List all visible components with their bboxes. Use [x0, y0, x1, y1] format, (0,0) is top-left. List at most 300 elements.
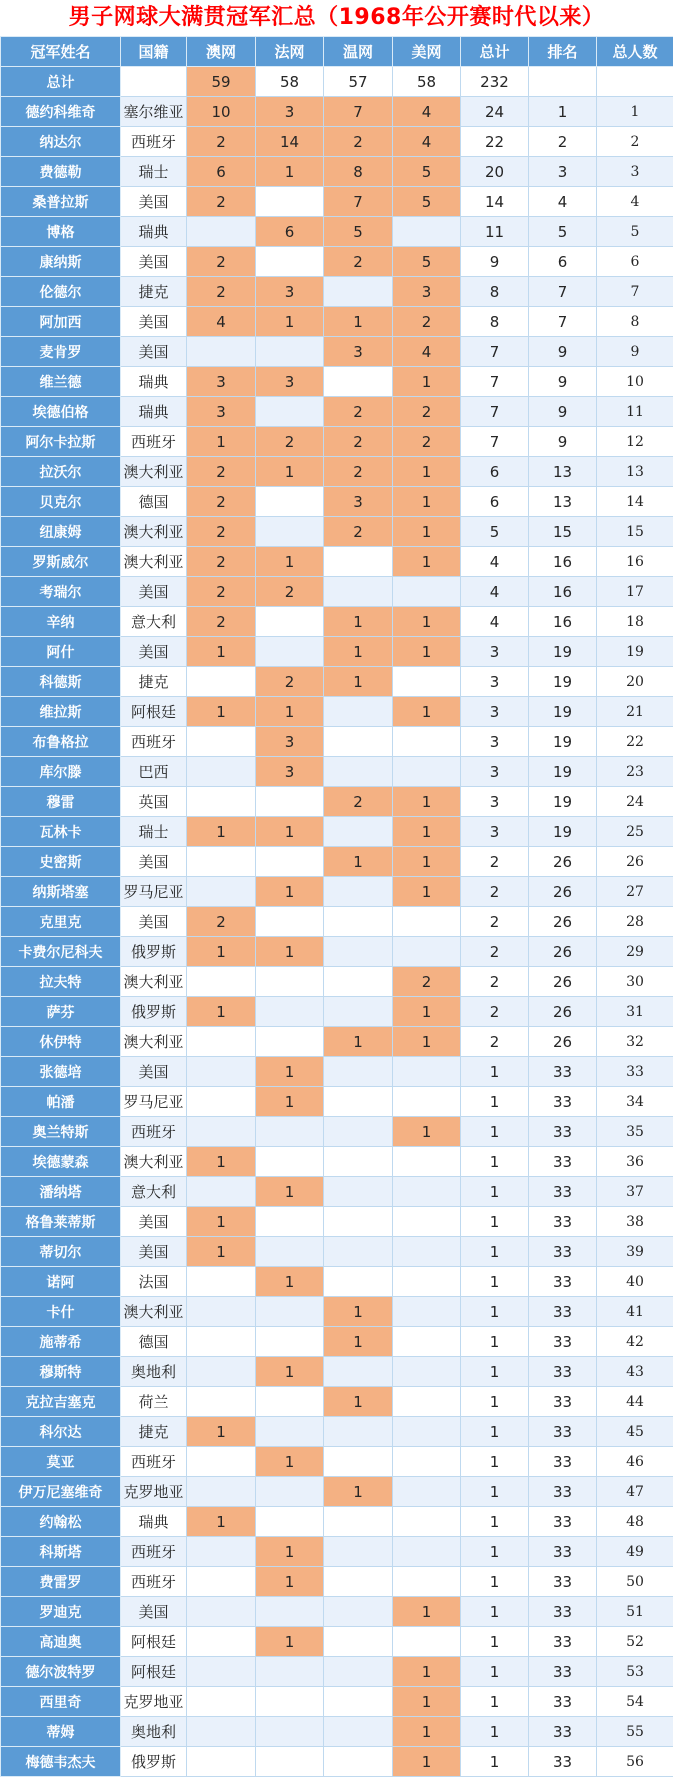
australian-open-cell: 6 — [187, 157, 256, 187]
player-count-cell: 6 — [597, 247, 673, 277]
nationality-cell: 澳大利亚 — [121, 517, 187, 547]
wimbledon-cell — [324, 997, 393, 1027]
nationality-cell: 美国 — [121, 337, 187, 367]
rank-cell: 19 — [529, 697, 597, 727]
wimbledon-cell — [324, 967, 393, 997]
australian-open-cell: 2 — [187, 517, 256, 547]
champion-name-cell: 科德斯 — [1, 667, 121, 697]
nationality-cell — [121, 67, 187, 97]
us-open-cell — [393, 1057, 461, 1087]
french-open-cell — [256, 187, 324, 217]
wimbledon-cell — [324, 1267, 393, 1297]
total-cell: 1 — [461, 1087, 529, 1117]
rank-cell: 19 — [529, 637, 597, 667]
champion-name-cell: 西里奇 — [1, 1687, 121, 1717]
champion-name-cell: 博格 — [1, 217, 121, 247]
nationality-cell: 塞尔维亚 — [121, 97, 187, 127]
table-row — [1, 1027, 673, 1057]
total-cell: 1 — [461, 1327, 529, 1357]
australian-open-cell — [187, 1447, 256, 1477]
rank-cell: 26 — [529, 1027, 597, 1057]
australian-open-cell: 1 — [187, 1147, 256, 1177]
champion-name-cell: 科尔达 — [1, 1417, 121, 1447]
champion-name-cell: 费雷罗 — [1, 1567, 121, 1597]
champion-name-cell: 张德培 — [1, 1057, 121, 1087]
total-cell: 1 — [461, 1687, 529, 1717]
nationality-cell: 阿根廷 — [121, 1657, 187, 1687]
us-open-cell: 1 — [393, 1687, 461, 1717]
rank-cell: 9 — [529, 427, 597, 457]
us-open-cell — [393, 667, 461, 697]
nationality-cell: 美国 — [121, 907, 187, 937]
player-count-cell: 5 — [597, 217, 673, 247]
table-row — [1, 127, 673, 157]
us-open-cell: 3 — [393, 277, 461, 307]
champion-name-cell: 高迪奥 — [1, 1627, 121, 1657]
header-cell-7: 排名 — [529, 37, 597, 67]
us-open-cell — [393, 1327, 461, 1357]
us-open-cell — [393, 1267, 461, 1297]
table-row — [1, 727, 673, 757]
rank-cell: 26 — [529, 877, 597, 907]
champion-name-cell: 罗斯威尔 — [1, 547, 121, 577]
australian-open-cell — [187, 1057, 256, 1087]
champion-name-cell: 考瑞尔 — [1, 577, 121, 607]
rank-cell: 26 — [529, 907, 597, 937]
french-open-cell: 1 — [256, 817, 324, 847]
us-open-cell: 1 — [393, 1117, 461, 1147]
total-cell: 2 — [461, 967, 529, 997]
us-open-cell: 1 — [393, 997, 461, 1027]
nationality-cell: 克罗地亚 — [121, 1477, 187, 1507]
us-open-cell — [393, 1177, 461, 1207]
header-cell-4: 温网 — [324, 37, 393, 67]
total-cell: 1 — [461, 1657, 529, 1687]
wimbledon-cell — [324, 727, 393, 757]
nationality-cell: 西班牙 — [121, 127, 187, 157]
australian-open-cell — [187, 1117, 256, 1147]
champion-name-cell: 德约科维奇 — [1, 97, 121, 127]
australian-open-cell: 2 — [187, 907, 256, 937]
header-cell-1: 国籍 — [121, 37, 187, 67]
champion-name-cell: 穆雷 — [1, 787, 121, 817]
player-count-cell: 30 — [597, 967, 673, 997]
us-open-cell: 1 — [393, 1657, 461, 1687]
table-row — [1, 277, 673, 307]
table-row — [1, 1327, 673, 1357]
champion-name-cell: 布鲁格拉 — [1, 727, 121, 757]
player-count-cell: 54 — [597, 1687, 673, 1717]
total-cell: 24 — [461, 97, 529, 127]
champion-name-cell: 麦肯罗 — [1, 337, 121, 367]
nationality-cell: 罗马尼亚 — [121, 1087, 187, 1117]
us-open-cell — [393, 727, 461, 757]
nationality-cell: 美国 — [121, 247, 187, 277]
table-row — [1, 1117, 673, 1147]
wimbledon-cell: 57 — [324, 67, 393, 97]
rank-cell: 19 — [529, 667, 597, 697]
wimbledon-cell — [324, 1657, 393, 1687]
total-cell: 2 — [461, 847, 529, 877]
total-cell: 1 — [461, 1117, 529, 1147]
us-open-cell — [393, 1507, 461, 1537]
table-row — [1, 1357, 673, 1387]
wimbledon-cell — [324, 1237, 393, 1267]
rank-cell: 33 — [529, 1057, 597, 1087]
french-open-cell — [256, 1237, 324, 1267]
wimbledon-cell — [324, 1177, 393, 1207]
rank-cell: 6 — [529, 247, 597, 277]
player-count-cell: 36 — [597, 1147, 673, 1177]
player-count-cell: 24 — [597, 787, 673, 817]
nationality-cell: 俄罗斯 — [121, 1747, 187, 1777]
french-open-cell — [256, 1717, 324, 1747]
table-row — [1, 757, 673, 787]
australian-open-cell: 1 — [187, 997, 256, 1027]
champion-name-cell: 拉夫特 — [1, 967, 121, 997]
champion-name-cell: 施蒂希 — [1, 1327, 121, 1357]
us-open-cell: 4 — [393, 337, 461, 367]
wimbledon-cell: 1 — [324, 667, 393, 697]
australian-open-cell — [187, 1387, 256, 1417]
rank-cell: 3 — [529, 157, 597, 187]
total-cell: 22 — [461, 127, 529, 157]
player-count-cell: 46 — [597, 1447, 673, 1477]
nationality-cell: 澳大利亚 — [121, 967, 187, 997]
champion-name-cell: 纽康姆 — [1, 517, 121, 547]
australian-open-cell: 59 — [187, 67, 256, 97]
champion-name-cell: 约翰松 — [1, 1507, 121, 1537]
wimbledon-cell — [324, 1207, 393, 1237]
wimbledon-cell — [324, 1537, 393, 1567]
australian-open-cell — [187, 967, 256, 997]
rank-cell: 33 — [529, 1567, 597, 1597]
table-row — [1, 367, 673, 397]
wimbledon-cell — [324, 907, 393, 937]
us-open-cell — [393, 1087, 461, 1117]
french-open-cell: 6 — [256, 217, 324, 247]
total-cell: 2 — [461, 1027, 529, 1057]
table-row — [1, 967, 673, 997]
table-row — [1, 697, 673, 727]
nationality-cell: 美国 — [121, 577, 187, 607]
wimbledon-cell — [324, 1567, 393, 1597]
total-cell: 1 — [461, 1627, 529, 1657]
total-cell: 4 — [461, 547, 529, 577]
total-cell: 7 — [461, 337, 529, 367]
champion-name-cell: 维兰德 — [1, 367, 121, 397]
us-open-cell: 1 — [393, 367, 461, 397]
australian-open-cell: 2 — [187, 607, 256, 637]
australian-open-cell: 4 — [187, 307, 256, 337]
us-open-cell: 2 — [393, 427, 461, 457]
us-open-cell — [393, 907, 461, 937]
australian-open-cell: 1 — [187, 697, 256, 727]
nationality-cell: 法国 — [121, 1267, 187, 1297]
champion-name-cell: 梅德韦杰夫 — [1, 1747, 121, 1777]
total-cell: 1 — [461, 1177, 529, 1207]
us-open-cell — [393, 1537, 461, 1567]
australian-open-cell: 1 — [187, 817, 256, 847]
table-row — [1, 1417, 673, 1447]
total-cell: 1 — [461, 1747, 529, 1777]
total-cell: 7 — [461, 427, 529, 457]
player-count-cell: 34 — [597, 1087, 673, 1117]
total-cell: 1 — [461, 1447, 529, 1477]
french-open-cell: 1 — [256, 1057, 324, 1087]
player-count-cell: 26 — [597, 847, 673, 877]
total-cell: 1 — [461, 1717, 529, 1747]
player-count-cell: 49 — [597, 1537, 673, 1567]
australian-open-cell — [187, 1567, 256, 1597]
nationality-cell: 瑞典 — [121, 367, 187, 397]
rank-cell: 16 — [529, 577, 597, 607]
rank-cell: 19 — [529, 757, 597, 787]
champion-name-cell: 阿什 — [1, 637, 121, 667]
french-open-cell: 1 — [256, 157, 324, 187]
wimbledon-cell: 1 — [324, 1327, 393, 1357]
table-row — [1, 337, 673, 367]
table-row — [1, 517, 673, 547]
rank-cell: 7 — [529, 277, 597, 307]
french-open-cell — [256, 997, 324, 1027]
french-open-cell — [256, 1297, 324, 1327]
total-cell: 1 — [461, 1567, 529, 1597]
rank-cell: 33 — [529, 1627, 597, 1657]
french-open-cell: 1 — [256, 1177, 324, 1207]
australian-open-cell — [187, 1687, 256, 1717]
us-open-cell — [393, 1477, 461, 1507]
total-cell: 3 — [461, 817, 529, 847]
french-open-cell: 1 — [256, 1537, 324, 1567]
nationality-cell: 罗马尼亚 — [121, 877, 187, 907]
rank-cell: 33 — [529, 1657, 597, 1687]
nationality-cell: 德国 — [121, 487, 187, 517]
wimbledon-cell — [324, 1117, 393, 1147]
table-row — [1, 997, 673, 1027]
champion-name-cell: 总计 — [1, 67, 121, 97]
total-cell: 4 — [461, 607, 529, 637]
australian-open-cell — [187, 877, 256, 907]
table-row — [1, 247, 673, 277]
us-open-cell — [393, 1147, 461, 1177]
player-count-cell: 12 — [597, 427, 673, 457]
french-open-cell — [256, 397, 324, 427]
table-row — [1, 1147, 673, 1177]
nationality-cell: 瑞典 — [121, 397, 187, 427]
rank-cell — [529, 67, 597, 97]
champion-name-cell: 卡什 — [1, 1297, 121, 1327]
nationality-cell: 捷克 — [121, 1417, 187, 1447]
table-row — [1, 577, 673, 607]
total-cell: 1 — [461, 1357, 529, 1387]
champion-name-cell: 阿尔卡拉斯 — [1, 427, 121, 457]
total-cell: 1 — [461, 1537, 529, 1567]
total-cell: 1 — [461, 1207, 529, 1237]
australian-open-cell — [187, 337, 256, 367]
rank-cell: 2 — [529, 127, 597, 157]
rank-cell: 33 — [529, 1687, 597, 1717]
player-count-cell: 32 — [597, 1027, 673, 1057]
australian-open-cell — [187, 1747, 256, 1777]
wimbledon-cell — [324, 1597, 393, 1627]
us-open-cell: 1 — [393, 517, 461, 547]
total-cell: 3 — [461, 727, 529, 757]
champion-name-cell: 格鲁莱蒂斯 — [1, 1207, 121, 1237]
australian-open-cell — [187, 1627, 256, 1657]
australian-open-cell — [187, 1327, 256, 1357]
champion-name-cell: 帕潘 — [1, 1087, 121, 1117]
table-row — [1, 1057, 673, 1087]
rank-cell: 33 — [529, 1387, 597, 1417]
table-row — [1, 607, 673, 637]
rank-cell: 13 — [529, 457, 597, 487]
wimbledon-cell: 3 — [324, 487, 393, 517]
nationality-cell: 澳大利亚 — [121, 1027, 187, 1057]
rank-cell: 9 — [529, 397, 597, 427]
rank-cell: 33 — [529, 1297, 597, 1327]
table-row — [1, 1297, 673, 1327]
wimbledon-cell: 1 — [324, 1027, 393, 1057]
french-open-cell: 58 — [256, 67, 324, 97]
player-count-cell: 37 — [597, 1177, 673, 1207]
player-count-cell: 41 — [597, 1297, 673, 1327]
french-open-cell: 3 — [256, 757, 324, 787]
table-row — [1, 1447, 673, 1477]
us-open-cell: 1 — [393, 1717, 461, 1747]
nationality-cell: 美国 — [121, 1237, 187, 1267]
player-count-cell: 13 — [597, 457, 673, 487]
nationality-cell: 澳大利亚 — [121, 1147, 187, 1177]
player-count-cell: 52 — [597, 1627, 673, 1657]
champion-name-cell: 克拉吉塞克 — [1, 1387, 121, 1417]
nationality-cell: 澳大利亚 — [121, 1297, 187, 1327]
table-row — [1, 157, 673, 187]
total-cell: 3 — [461, 787, 529, 817]
rank-cell: 9 — [529, 367, 597, 397]
total-cell: 1 — [461, 1417, 529, 1447]
player-count-cell: 2 — [597, 127, 673, 157]
french-open-cell: 1 — [256, 547, 324, 577]
rank-cell: 33 — [529, 1597, 597, 1627]
champion-name-cell: 纳斯塔塞 — [1, 877, 121, 907]
player-count-cell: 8 — [597, 307, 673, 337]
australian-open-cell: 3 — [187, 367, 256, 397]
player-count-cell: 40 — [597, 1267, 673, 1297]
total-cell: 1 — [461, 1267, 529, 1297]
french-open-cell — [256, 1597, 324, 1627]
rank-cell: 33 — [529, 1117, 597, 1147]
wimbledon-cell: 1 — [324, 1477, 393, 1507]
total-cell: 14 — [461, 187, 529, 217]
rank-cell: 19 — [529, 727, 597, 757]
french-open-cell — [256, 1747, 324, 1777]
table-row — [1, 1507, 673, 1537]
us-open-cell — [393, 1417, 461, 1447]
page-title: 男子网球大满贯冠军汇总（1968年公开赛时代以来） — [68, 5, 605, 30]
player-count-cell: 51 — [597, 1597, 673, 1627]
player-count-cell: 9 — [597, 337, 673, 367]
champion-name-cell: 桑普拉斯 — [1, 187, 121, 217]
australian-open-cell: 2 — [187, 127, 256, 157]
french-open-cell — [256, 1387, 324, 1417]
table-row — [1, 487, 673, 517]
us-open-cell: 1 — [393, 787, 461, 817]
total-cell: 8 — [461, 307, 529, 337]
australian-open-cell — [187, 847, 256, 877]
rank-cell: 7 — [529, 307, 597, 337]
table-row — [1, 427, 673, 457]
wimbledon-cell: 5 — [324, 217, 393, 247]
nationality-cell: 西班牙 — [121, 727, 187, 757]
nationality-cell: 美国 — [121, 187, 187, 217]
french-open-cell — [256, 1507, 324, 1537]
us-open-cell: 1 — [393, 877, 461, 907]
australian-open-cell — [187, 757, 256, 787]
french-open-cell: 1 — [256, 1627, 324, 1657]
wimbledon-cell — [324, 697, 393, 727]
player-count-cell: 25 — [597, 817, 673, 847]
nationality-cell: 美国 — [121, 307, 187, 337]
rank-cell: 15 — [529, 517, 597, 547]
nationality-cell: 意大利 — [121, 1177, 187, 1207]
table-row — [1, 667, 673, 697]
rank-cell: 13 — [529, 487, 597, 517]
us-open-cell — [393, 217, 461, 247]
header-row — [1, 37, 673, 67]
australian-open-cell: 2 — [187, 187, 256, 217]
wimbledon-cell — [324, 277, 393, 307]
player-count-cell: 28 — [597, 907, 673, 937]
champion-name-cell: 莫亚 — [1, 1447, 121, 1477]
rank-cell: 33 — [529, 1477, 597, 1507]
french-open-cell — [256, 787, 324, 817]
table-row — [1, 97, 673, 127]
rank-cell: 33 — [529, 1177, 597, 1207]
nationality-cell: 西班牙 — [121, 1567, 187, 1597]
french-open-cell: 3 — [256, 727, 324, 757]
nationality-cell: 意大利 — [121, 607, 187, 637]
nationality-cell: 西班牙 — [121, 1537, 187, 1567]
us-open-cell: 1 — [393, 1027, 461, 1057]
player-count-cell: 50 — [597, 1567, 673, 1597]
australian-open-cell: 1 — [187, 1237, 256, 1267]
rank-cell: 33 — [529, 1507, 597, 1537]
nationality-cell: 美国 — [121, 1207, 187, 1237]
australian-open-cell — [187, 1717, 256, 1747]
french-open-cell: 1 — [256, 307, 324, 337]
us-open-cell: 1 — [393, 487, 461, 517]
header-cell-5: 美网 — [393, 37, 461, 67]
nationality-cell: 捷克 — [121, 667, 187, 697]
table-row — [1, 1087, 673, 1117]
us-open-cell — [393, 1447, 461, 1477]
total-cell: 1 — [461, 1507, 529, 1537]
table-row — [1, 1627, 673, 1657]
nationality-cell: 阿根廷 — [121, 1627, 187, 1657]
us-open-cell: 5 — [393, 247, 461, 277]
french-open-cell — [256, 1417, 324, 1447]
wimbledon-cell: 1 — [324, 307, 393, 337]
wimbledon-cell: 1 — [324, 607, 393, 637]
wimbledon-cell — [324, 1087, 393, 1117]
rank-cell: 26 — [529, 937, 597, 967]
french-open-cell: 3 — [256, 367, 324, 397]
wimbledon-cell: 1 — [324, 637, 393, 667]
australian-open-cell: 2 — [187, 277, 256, 307]
australian-open-cell: 1 — [187, 427, 256, 457]
french-open-cell: 2 — [256, 577, 324, 607]
